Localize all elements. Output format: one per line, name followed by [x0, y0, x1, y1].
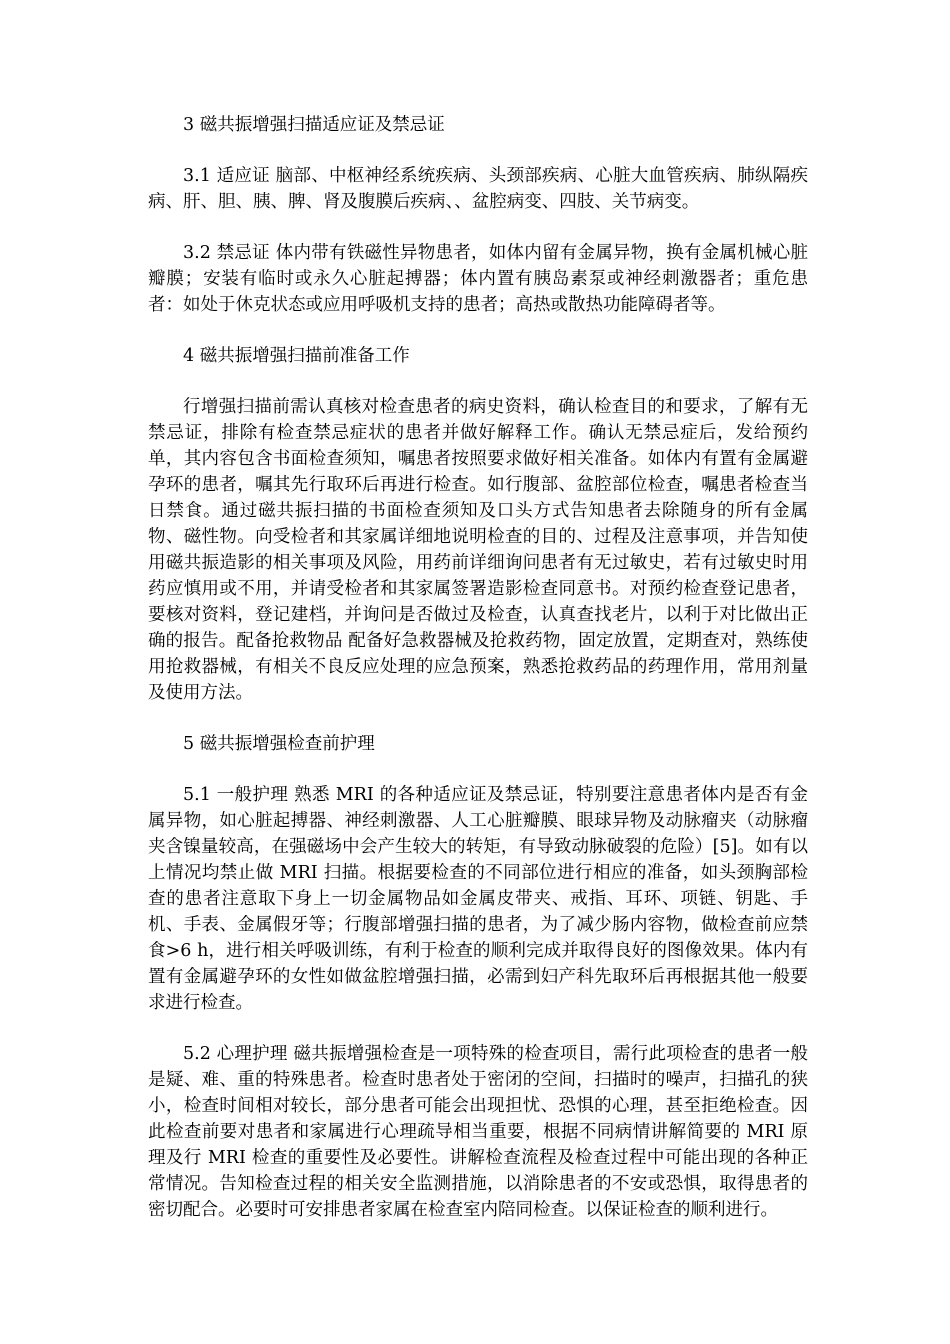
section-3-1-paragraph: 3.1 适应证 脑部、中枢神经系统疾病、头颈部疾病、心脏大血管疾病、肺纵隔疾病、肝、胆、胰、脾、肾及腹膜后疾病、、盆腔病变、四肢、关节病变。	[148, 166, 808, 212]
document-page	[148, 112, 808, 1248]
section-5-2-paragraph: 5.2 心理护理 磁共振增强检查是一项特殊的检查项目，需行此项检查的患者一般是疑、难、重的特殊患者。检查时患者处于密闭的空间，扫描时的噪声，扫描孔的狭小，检查时间相对较长，部分患者可能会出现担忧、恐惧的心理，甚至拒绝检查。因此检查前要对患者和家属进行心理疏导相当重要，根据不同病情讲解简要的 MRI 原理及行 MRI 检查的重要性及必要性。讲解检查流程及检查过程中可能出现的各种正常情况。告知检查过程的相关安全监测措施，以消除患者的不安或恐惧，取得患者的密切配合。必要时可安排患者家属在检查室内陪同检查。以保证检查的顺利进行。	[148, 1044, 808, 1220]
section-4-paragraph: 行增强扫描前需认真核对检查患者的病史资料，确认检查目的和要求，了解有无禁忌证，排除有检查禁忌症状的患者并做好解释工作。确认无禁忌症后，发给预约单，其内容包含书面检查须知，嘱患者按照要求做好相关准备。如体内有置有金属避孕环的患者，嘱其先行取环后再进行检查。如行腹部、盆腔部位检查，嘱患者检查当日禁食。通过磁共振扫描的书面检查须知及口头方式告知患者去除随身的所有金属物、磁性物。向受检者和其家属详细地说明检查的目的、过程及注意事项，并告知使用磁共振造影的相关事项及风险，用药前详细询问患者有无过敏史，若有过敏史时用药应慎用或不用，并请受检者和其家属签署造影检查同意书。对预约检查登记患者，要核对资料，登记建档，并询问是否做过及检查，认真查找老片，以利于对比做出正确的报告。配备抢救物品 配备好急救器械及抢救药物，固定放置，定期查对，熟练使用抢救器械，有相关不良反应处理的应急预案，熟悉抢救药品的药理作用，常用剂量及使用方法。	[148, 397, 808, 703]
section-3-heading: 3 磁共振增强扫描适应证及禁忌证	[183, 115, 445, 135]
section-4-heading: 4 磁共振增强扫描前准备工作	[183, 346, 410, 366]
section-5-heading: 5 磁共振增强检查前护理	[183, 734, 375, 754]
section-5-1-paragraph: 5.1 一般护理 熟悉 MRI 的各种适应证及禁忌证，特别要注意患者体内是否有金属异物，如心脏起搏器、神经刺激器、人工心脏瓣膜、眼球异物及动脉瘤夹（动脉瘤夹含镍量较高，在强磁场中会产生较大的转矩，有导致动脉破裂的危险）[5]。如有以上情况均禁止做 MRI 扫描。根据要检查的不同部位进行相应的准备，如头颈胸部检查的患者注意取下身上一切金属物品如金属皮带夹、戒指、耳环、项链、钥匙、手机、手表、金属假牙等；行腹部增强扫描的患者，为了减少肠内容物，做检查前应禁食>6 h，进行相关呼吸训练，有利于检查的顺利完成并取得良好的图像效果。体内有置有金属避孕环的女性如做盆腔增强扫描，必需到妇产科先取环后再根据其他一般要求进行检查。	[148, 785, 808, 1013]
section-3-2-paragraph: 3.2 禁忌证 体内带有铁磁性异物患者，如体内留有金属异物，换有金属机械心脏瓣膜；安装有临时或永久心脏起搏器；体内置有胰岛素泵或神经刺激器者；重危患者：如处于休克状态或应用呼吸机支持的患者；高热或散热功能障碍者等。	[148, 243, 808, 315]
